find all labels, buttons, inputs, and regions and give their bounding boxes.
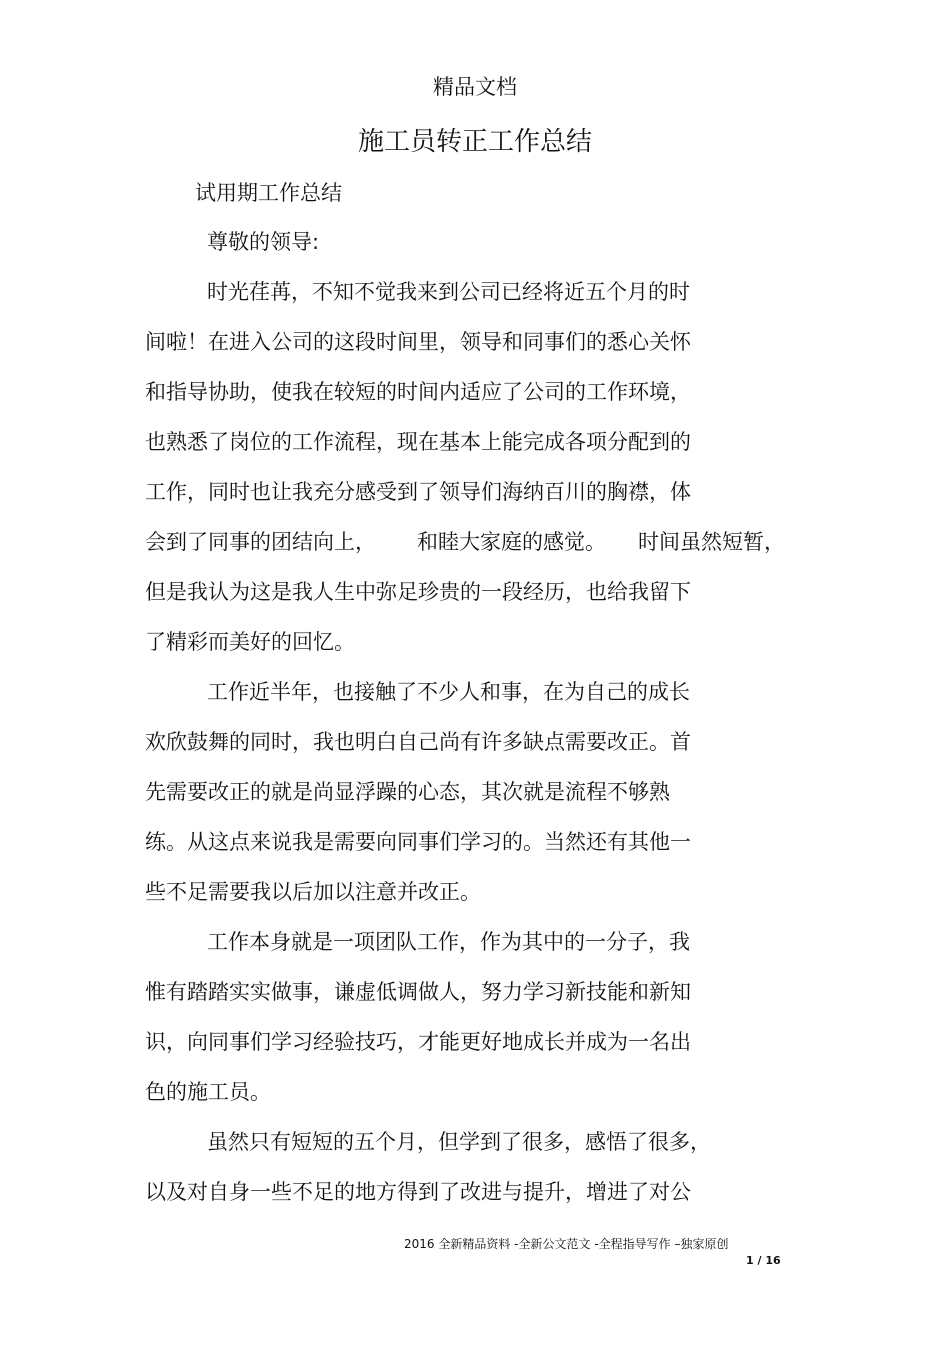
body-line: 了精彩而美好的回忆。: [145, 630, 355, 654]
body-line: 工作近半年，也接触了不少人和事，在为自己的成长: [207, 680, 690, 704]
body-line: 但是我认为这是我人生中弥足珍贵的一段经历，也给我留下: [145, 580, 691, 604]
body-line: 和指导协助，使我在较短的时间内适应了公司的工作环境，: [145, 380, 691, 404]
body-line: 间啦！在进入公司的这段时间里，领导和同事们的悉心关怀: [145, 330, 691, 354]
body-line: 和睦大家庭的感觉。: [417, 530, 606, 554]
body-line: 时光荏苒，不知不觉我来到公司已经将近五个月的时: [207, 280, 690, 304]
body-line: 欢欣鼓舞的同时，我也明白自己尚有许多缺点需要改正。首: [145, 730, 691, 754]
body-line: 惟有踏踏实实做事，谦虚低调做人，努力学习新技能和新知: [145, 980, 691, 1004]
body-line: 工作本身就是一项团队工作，作为其中的一分子，我: [207, 930, 690, 954]
body-line: 练。从这点来说我是需要向同事们学习的。当然还有其他一: [145, 830, 691, 854]
salutation-line: 尊敬的领导:: [207, 230, 320, 254]
body-line: 识，向同事们学习经验技巧，才能更好地成长并成为一名出: [145, 1030, 691, 1054]
body-line: 以及对自身一些不足的地方得到了改进与提升，增进了对公: [145, 1180, 691, 1204]
body-line: 虽然只有短短的五个月，但学到了很多，感悟了很多，: [207, 1130, 711, 1154]
subtitle-line: 试用期工作总结: [195, 181, 342, 205]
footer-note: 2016 全新精品资料 -全新公文范文 -全程指导写作 –独家原创: [404, 1237, 729, 1251]
body-line: 会到了同事的团结向上，: [145, 530, 376, 554]
body-line: 也熟悉了岗位的工作流程，现在基本上能完成各项分配到的: [145, 430, 691, 454]
body-line: 些不足需要我以后加以注意并改正。: [145, 880, 481, 904]
page-number: 1 / 16: [746, 1254, 781, 1267]
body-line: 先需要改正的就是尚显浮躁的心态，其次就是流程不够熟: [145, 780, 670, 804]
body-line: 时间虽然短暂，: [638, 530, 785, 554]
page-header: 精品文档: [433, 75, 517, 99]
document-title: 施工员转正工作总结: [357, 127, 592, 157]
body-line: 工作，同时也让我充分感受到了领导们海纳百川的胸襟，体: [145, 480, 691, 504]
body-line: 色的施工员。: [145, 1080, 271, 1104]
